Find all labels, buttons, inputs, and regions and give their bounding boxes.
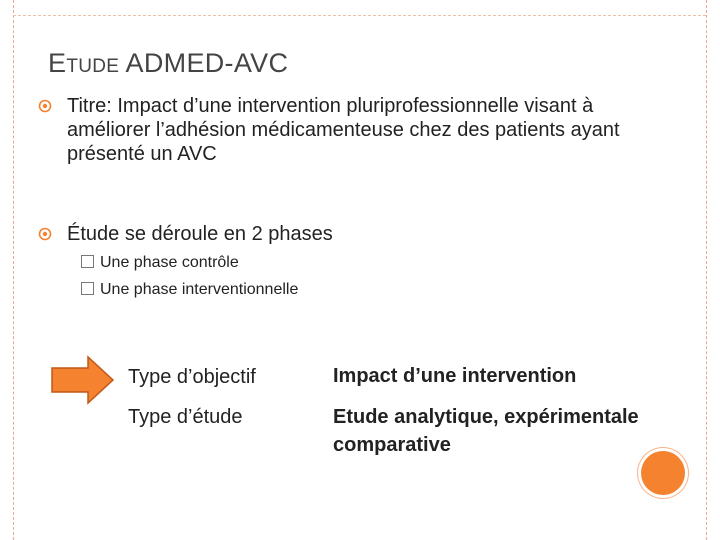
table-value-study-type: Etude analytique, expérimentale comparative [333, 406, 639, 456]
title-rest: ADMED-AVC [119, 48, 289, 78]
bullet-item-title [38, 94, 678, 166]
sub-bullet-text: Une phase interventionnelle [100, 281, 299, 298]
table-value-objective: Impact d’une intervention [333, 365, 577, 387]
bullet-text: Titre: Impact d’une intervention pluriprofessionnelle visant à améliorer l’adhésion médicamenteuse chez des patients ayant présenté un AVC [67, 95, 620, 165]
left-dashed-border [13, 0, 14, 540]
decorative-orange-circle [641, 451, 685, 495]
right-arrow-icon [50, 354, 116, 406]
title-small-caps: TUDE [66, 56, 120, 77]
orange-circle-bullet-icon [38, 227, 52, 241]
title-initial: E [48, 48, 67, 78]
square-box-icon [81, 255, 94, 268]
bullet-item-phases [38, 222, 678, 246]
bullet-text: Étude se déroule en 2 phases [67, 223, 333, 245]
sub-bullet-text: Une phase contrôle [100, 254, 239, 271]
right-dashed-border [706, 0, 707, 540]
sub-bullet-item [81, 254, 239, 272]
slide-title [48, 48, 288, 79]
table-label-study-type: Type d’étude [128, 406, 243, 428]
top-dashed-border [13, 15, 706, 16]
table-label-objective: Type d’objectif [128, 366, 256, 388]
sub-bullet-item [81, 281, 298, 299]
square-box-icon [81, 282, 94, 295]
orange-circle-bullet-icon [38, 99, 52, 113]
